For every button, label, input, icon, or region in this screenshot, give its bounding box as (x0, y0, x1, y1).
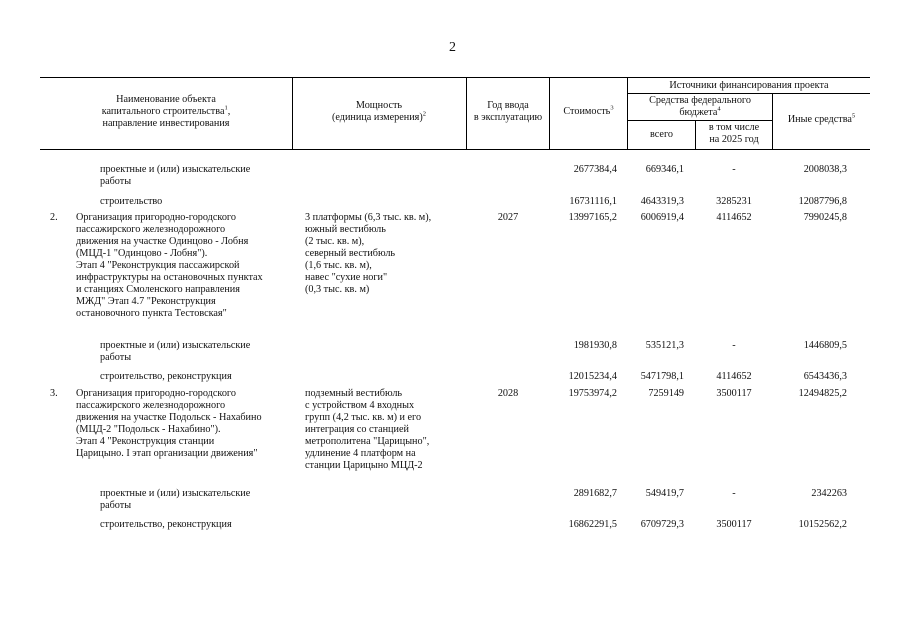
row-1-2025: 3285231 (716, 196, 752, 207)
row-4-other: 6543436,3 (803, 371, 847, 382)
header-year: Год ввода в эксплуатацию (473, 100, 543, 123)
row-1-name: строительство (100, 196, 163, 207)
row-4-cost: 12015234,4 (568, 371, 617, 382)
header-capacity: Мощность (единица измерения)$^2$ (332, 100, 426, 123)
row-2-2025: 4114652 (716, 212, 752, 223)
header-cost: Стоимость$^3$ (563, 104, 614, 117)
row-7-2025: 3500117 (716, 519, 752, 530)
row-1-other: 12087796,8 (798, 196, 847, 207)
header-top-rule (40, 77, 870, 78)
row-2-year: 2027 (497, 212, 519, 223)
row-0-name: проектные и (или) изыскательские работы (100, 164, 251, 187)
row-4-name: строительство, реконструкция (100, 371, 232, 382)
row-5-number: 3. (50, 388, 58, 399)
row-6-total: 549419,7 (645, 488, 684, 499)
page-number: 2 (449, 40, 456, 55)
federal-sub-rule (627, 120, 772, 121)
row-7-other: 10152562,2 (798, 519, 847, 530)
row-6-name: проектные и (или) изыскательские работы (100, 488, 251, 511)
row-1-cost: 16731116,1 (569, 196, 617, 207)
header-other: Иные средства$^5$ (787, 112, 856, 125)
header-bottom-rule (40, 149, 870, 150)
row-5-cost: 19753974,2 (568, 388, 617, 399)
row-2-number: 2. (50, 212, 58, 223)
row-0-other: 2008038,3 (803, 164, 847, 175)
row-1-total: 4643319,3 (640, 196, 684, 207)
row-3-total: 535121,3 (645, 340, 684, 351)
row-2-cost: 13997165,2 (568, 212, 617, 223)
header-total: всего (650, 129, 673, 140)
row-6-other: 2342263 (811, 488, 847, 499)
row-4-total: 5471798,1 (640, 371, 684, 382)
row-0-total: 669346,1 (645, 164, 684, 175)
row-0-2025: - (732, 164, 736, 175)
row-2-total: 6006919,4 (640, 212, 684, 223)
row-2-other: 7990245,8 (803, 212, 847, 223)
row-3-name: проектные и (или) изыскательские работы (100, 340, 251, 363)
row-5-name: Организация пригородно-городского пассажирского железнодорожного движения на участке Подольск - Нахабино (МЦД-2 "Подольск - Нахабино"). Этап 4 "Реконструкция станции Царицыно. I этап организации движения" (76, 388, 262, 459)
row-5-total: 7259149 (648, 388, 684, 399)
row-5-other: 12494825,2 (798, 388, 847, 399)
row-2-capacity: 3 платформы (6,3 тыс. кв. м), южный вестибюль (2 тыс. кв. м), северный вестибюль (1,6 тыс. кв. м), навес "сухие ноги" (0,3 тыс. кв. м) (305, 212, 432, 295)
col-divider-1 (292, 77, 293, 149)
row-2-name: Организация пригородно-городского пассажирского железнодорожного движения на участке Одинцово - Лобня (МЦД-1 "Одинцово - Лобня"). Этап 4 "Реконструкция пассажирской инфраструктуры на остановочных пунктах и станциях Смоленского направления МЖД" Этап 4.7 "Реконструкция остановочного пункта Тестовская" (76, 212, 263, 319)
row-6-2025: - (732, 488, 736, 499)
row-3-other: 1446809,5 (803, 340, 847, 351)
row-7-name: строительство, реконструкция (100, 519, 232, 530)
header-sources: Источники финансирования проекта (669, 80, 829, 91)
row-0-cost: 2677384,4 (573, 164, 617, 175)
row-5-capacity: подземный вестибюль с устройством 4 входных групп (4,2 тыс. кв. м) и его интеграция со станцией метрополитена "Царицыно", удлинение 4 платформ на станции Царицыно МЦД-2 (305, 388, 430, 471)
row-6-cost: 2891682,7 (573, 488, 617, 499)
sources-sub-rule (627, 93, 870, 94)
header-federal: Средства федерального бюджета$^4$ (649, 95, 751, 118)
row-5-year: 2028 (497, 388, 519, 399)
header-name: Наименование объекта капитального строительства$^1$, направление инвестирования (101, 94, 231, 129)
header-2025: в том числе на 2025 год (708, 122, 760, 145)
row-3-cost: 1981930,8 (573, 340, 617, 351)
row-5-2025: 3500117 (716, 388, 752, 399)
row-7-total: 6709729,3 (640, 519, 684, 530)
row-3-2025: - (732, 340, 736, 351)
row-4-2025: 4114652 (716, 371, 752, 382)
row-7-cost: 16862291,5 (568, 519, 617, 530)
